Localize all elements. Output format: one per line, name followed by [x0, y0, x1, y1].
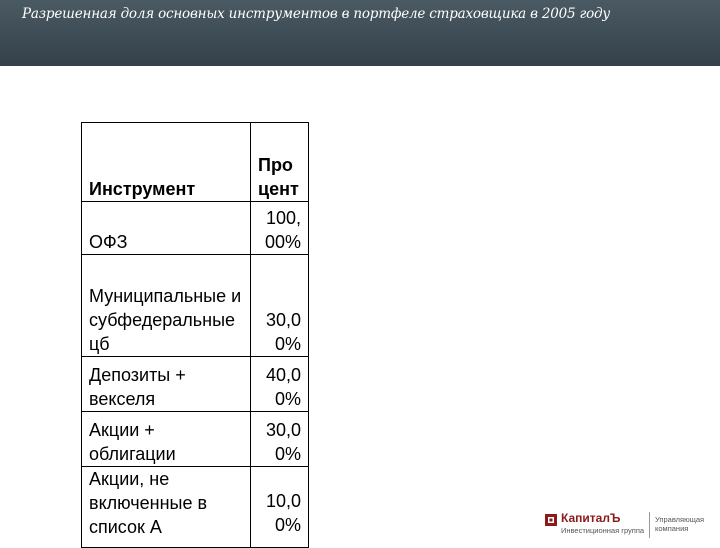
cell-instrument: Депозиты + векселя [82, 357, 251, 412]
logo-company-line2: компания [655, 524, 689, 533]
cell-instrument: ОФЗ [82, 202, 251, 255]
logo-mark-icon [545, 514, 557, 526]
table-row [82, 412, 309, 467]
cell-percent [251, 255, 309, 357]
slide-header [0, 0, 720, 66]
cell-instrument [82, 255, 251, 357]
cell-percent-text: 10,00% [265, 491, 301, 535]
header-percent [251, 123, 309, 202]
cell-percent [251, 357, 309, 412]
logo-name: КапиталЪ [561, 511, 621, 525]
cell-percent-text: 30,00% [265, 310, 301, 354]
company-logo [545, 510, 720, 540]
cell-instrument: Акции + облигации [82, 412, 251, 467]
logo-divider [649, 512, 650, 538]
table-row [82, 467, 309, 548]
cell-percent [251, 412, 309, 467]
table-row [82, 357, 309, 412]
table-row [82, 202, 309, 255]
cell-percent [251, 467, 309, 548]
logo-company-line1: Управляющая [655, 515, 705, 524]
cell-instrument: Акции, не включенные в список А [82, 467, 251, 548]
cell-percent [251, 202, 309, 255]
allocation-table-container [81, 122, 309, 548]
header-percent-text: Процент [258, 155, 299, 199]
cell-instrument-text: Муниципальные и субфедеральные цб [89, 286, 242, 354]
cell-percent-text: 30,00% [265, 420, 301, 464]
logo-company-type [655, 515, 704, 533]
logo-subtitle: Инвестиционная группа [561, 526, 645, 535]
allocation-table [81, 122, 309, 548]
table-row [82, 255, 309, 357]
table-header-row [82, 123, 309, 202]
slide-title: Разрешенная доля основных инструментов в портфеле страховщика в 2005 году [22, 6, 611, 22]
cell-percent-text: 100,00% [264, 208, 301, 252]
header-instrument: Инструмент [82, 123, 251, 202]
cell-percent-text: 40,00% [265, 365, 301, 409]
